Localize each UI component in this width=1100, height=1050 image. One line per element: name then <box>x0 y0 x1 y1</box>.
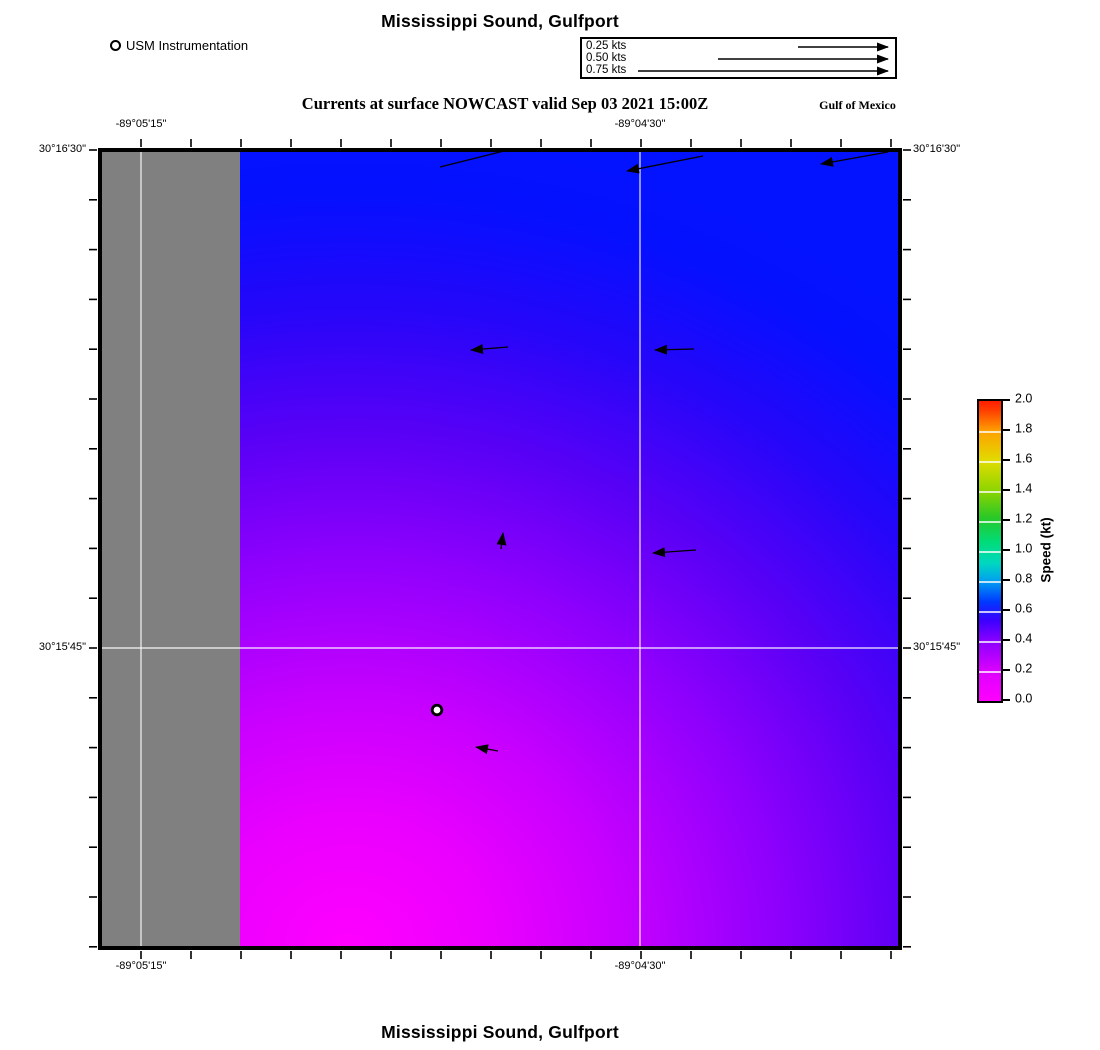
axis-label-lat1-right: 30°16'30" <box>913 143 961 155</box>
colorbar-gridline <box>979 491 1001 493</box>
colorbar <box>977 399 1003 703</box>
current-vector <box>821 152 888 164</box>
current-vector <box>501 533 503 549</box>
arrow-scale-label-025: 0.25 kts <box>586 40 627 52</box>
arrow-scale-legend <box>580 37 897 79</box>
colorbar-gridline <box>979 461 1001 463</box>
arrow-scale-label-050: 0.50 kts <box>586 52 627 64</box>
current-vector <box>653 550 696 553</box>
colorbar-tick-label: 1.8 <box>1015 421 1033 436</box>
colorbar-tick <box>1002 429 1010 431</box>
colorbar-tick-label: 0.4 <box>1015 631 1033 646</box>
colorbar-tick <box>1002 609 1010 611</box>
region-label: Gulf of Mexico <box>819 98 896 112</box>
colorbar-tick-label: 1.6 <box>1015 451 1033 466</box>
page-title: Mississippi Sound, Gulfport <box>381 11 619 31</box>
station-marker <box>432 705 442 715</box>
station-legend-label: USM Instrumentation <box>126 37 249 53</box>
station-marker-icon <box>110 40 121 51</box>
axis-label-lat1-left: 30°16'30" <box>38 143 86 155</box>
colorbar-gridline <box>979 611 1001 613</box>
current-map <box>100 150 900 948</box>
axis-label-lon1-top: -89°05'15" <box>115 118 167 130</box>
axis-label-lat2-right: 30°15'45" <box>913 641 961 653</box>
colorbar-tick <box>1002 519 1010 521</box>
colorbar-tick <box>1002 639 1010 641</box>
colorbar-tick <box>1002 579 1010 581</box>
arrow-scale-arrows <box>582 39 895 77</box>
colorbar-gridline <box>979 521 1001 523</box>
arrow-scale-label-075: 0.75 kts <box>586 64 627 76</box>
colorbar-tick <box>1002 459 1010 461</box>
colorbar-tick <box>1002 549 1010 551</box>
colorbar-tick <box>1002 699 1010 701</box>
colorbar-gridline <box>979 431 1001 433</box>
map-overlay <box>100 150 900 948</box>
colorbar-gridline <box>979 551 1001 553</box>
bottom-title: Mississippi Sound, Gulfport <box>381 1022 619 1042</box>
axis-label-lon1-bottom: -89°05'15" <box>115 960 167 972</box>
colorbar-tick <box>1002 399 1010 401</box>
current-vector <box>627 156 703 171</box>
colorbar-tick-label: 1.4 <box>1015 481 1033 496</box>
colorbar-tick <box>1002 669 1010 671</box>
colorbar-tick-label: 1.0 <box>1015 541 1033 556</box>
land-area <box>100 150 240 948</box>
colorbar-tick-label: 2.0 <box>1015 391 1033 406</box>
figure-subtitle: Currents at surface NOWCAST valid Sep 03 2021 15:00Z <box>301 94 709 113</box>
current-vector <box>655 349 694 350</box>
colorbar-gridline <box>979 641 1001 643</box>
colorbar-tick-label: 0.0 <box>1015 691 1033 706</box>
current-vector <box>471 347 508 350</box>
colorbar-tick <box>1002 489 1010 491</box>
colorbar-gridline <box>979 581 1001 583</box>
colorbar-axis-label: Speed (kt) <box>1038 517 1054 583</box>
colorbar-tick-label: 0.6 <box>1015 601 1033 616</box>
current-vector <box>440 151 504 167</box>
colorbar-gridline <box>979 671 1001 673</box>
current-vector <box>476 747 498 751</box>
axis-label-lon2-top: -89°04'30" <box>614 118 666 130</box>
axis-label-lon2-bottom: -89°04'30" <box>614 960 666 972</box>
colorbar-tick-label: 0.2 <box>1015 661 1033 676</box>
station-legend <box>110 37 248 53</box>
colorbar-tick-label: 1.2 <box>1015 511 1033 526</box>
axis-label-lat2-left: 30°15'45" <box>38 641 86 653</box>
colorbar-tick-label: 0.8 <box>1015 571 1033 586</box>
